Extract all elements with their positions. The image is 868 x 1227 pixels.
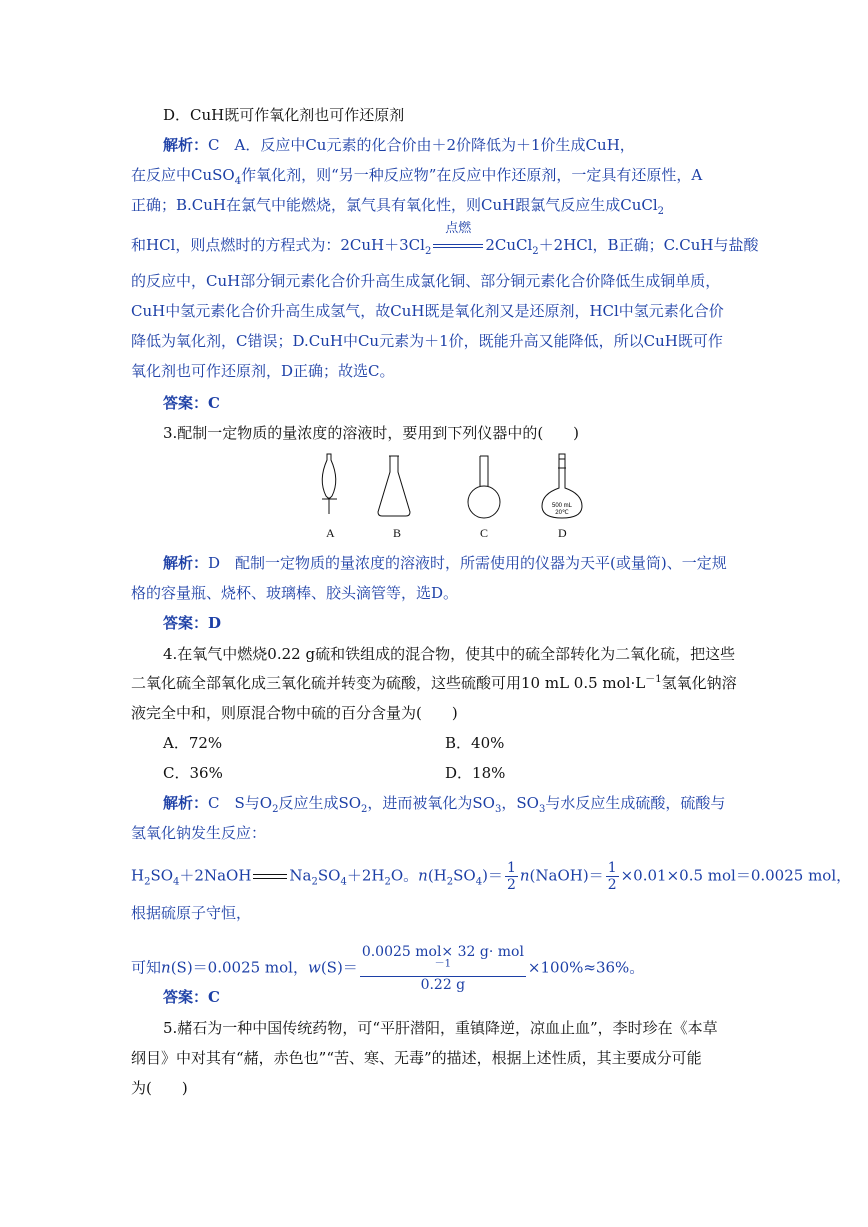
text: (S)＝: [320, 958, 358, 977]
text: SO: [317, 866, 341, 885]
q4-question-line2: [131, 672, 737, 694]
text: ，进而被氧化为SO: [367, 794, 495, 812]
q3-analysis-line1: [163, 552, 727, 574]
subscript: 2: [384, 876, 391, 888]
text: C S与O: [208, 794, 273, 812]
q2-analysis-line3: [131, 194, 664, 216]
q4-analysis-line4: 根据硫原子守恒，: [131, 904, 252, 922]
text: 0.0025 mol× 32 g· mol: [361, 944, 524, 960]
reaction-condition: 点燃: [445, 221, 472, 236]
apparatus-label-c: C: [480, 526, 489, 540]
q3-answer: 答案：D: [163, 614, 222, 632]
q4-equation-line: [131, 860, 851, 893]
q5-question-line2: 纲目》中对其有“赭，赤色也”“苦、寒、无毒”的描述，根据上述性质，其主要成分可能: [131, 1049, 702, 1067]
subscript: 4: [173, 876, 180, 888]
text: 二氧化硫全部氧化成三氧化硫并转变为硫酸，这些硫酸可用10 mL 0.5 mol·L: [131, 674, 646, 692]
flask-volume-text: 500 mL: [551, 503, 573, 509]
subscript: 4: [340, 876, 347, 888]
fraction-half: [505, 860, 518, 893]
text: 2CuCl: [485, 236, 533, 254]
text: ＋2NaOH: [179, 866, 252, 885]
q2-analysis-line2: [131, 164, 702, 186]
q3-question: 3.配制一定物质的量浓度的溶液时，要用到下列仪器中的( ): [163, 424, 580, 442]
subscript: 4: [475, 876, 483, 888]
text: 作氧化剂，则“另一种反应物”在反应中作还原剂，一定具有还原性，A: [241, 166, 703, 184]
text: O。: [390, 866, 419, 885]
text: SO: [453, 866, 476, 885]
analysis-label: 解析：: [163, 136, 209, 154]
subscript: 2: [272, 804, 279, 815]
q4-option-a: A．72%: [163, 734, 223, 752]
text: SO: [150, 866, 174, 885]
numerator: 1: [607, 860, 617, 876]
q4-option-b: B．40%: [445, 734, 505, 752]
subscript: 2: [657, 206, 665, 217]
separatory-funnel-icon: [322, 454, 337, 514]
subscript: 4: [234, 176, 242, 187]
italic-n: n: [519, 866, 530, 885]
text: (H: [427, 866, 447, 885]
q2-analysis-line4: [131, 221, 759, 257]
italic-w: w: [307, 958, 321, 977]
text: (NaOH)＝: [529, 866, 604, 885]
text: )＝: [482, 866, 503, 885]
round-bottom-flask-icon: [468, 456, 500, 518]
text: 正确；B.CuH在氯气中能燃烧，氯气具有氧化性，则CuH跟氯气反应生成CuCl: [131, 196, 658, 214]
fraction-mass: [360, 944, 526, 993]
q4-analysis-line2: 氢氧化钠发生反应：: [131, 824, 267, 842]
subscript: 2: [446, 876, 454, 888]
conical-flask-icon: [378, 456, 410, 516]
subscript: 3: [494, 804, 502, 815]
flask-temp-text: 20℃: [555, 510, 569, 516]
apparatus-label-d: D: [558, 526, 567, 540]
text: ＋2HCl，B正确；C.CuH与盐酸: [538, 236, 759, 254]
text: 与水反应生成硫酸，硫酸与: [545, 794, 726, 812]
analysis-label: 解析：: [163, 554, 209, 572]
text: 在反应中CuSO: [131, 166, 235, 184]
q2-analysis-line6: CuH中氢元素化合价升高生成氢气，故CuH既是氧化剂又是还原剂，HCl中氢元素化合价: [131, 302, 724, 320]
q2-analysis-line5: 的反应中，CuH部分铜元素化合价升高生成氯化铜、部分铜元素化合价降低生成铜单质，: [131, 272, 721, 290]
q2-answer: 答案：C: [163, 394, 220, 412]
subscript: 2: [361, 804, 368, 815]
option-d-text: D．CuH既可作氧化剂也可作还原剂: [163, 106, 405, 124]
italic-n: n: [418, 866, 428, 885]
q2-analysis-line7: 降低为氧化剂，C错误；D.CuH中Cu元素为＋1价，既能升高又能降低，所以CuH既可作: [131, 332, 723, 350]
subscript: 2: [144, 876, 151, 888]
analysis-text: D 配制一定物质的量浓度的溶液时，所需使用的仪器为天平(或量筒)、一定规: [208, 554, 727, 572]
text: ×100%≈36%。: [527, 958, 645, 977]
q4-answer: 答案：C: [163, 988, 220, 1006]
q4-question-line3: 液完全中和，则原混合物中硫的百分含量为( ): [131, 704, 458, 722]
text: 氢氧化钠溶: [661, 674, 737, 692]
q5-question-line3: 为( ): [131, 1079, 188, 1097]
q2-analysis-line1: [163, 134, 635, 156]
numerator: [360, 944, 526, 977]
text: 可知: [131, 958, 162, 977]
apparatus-label-b: B: [393, 526, 402, 540]
text: ，SO: [501, 794, 539, 812]
analysis-label: 解析：: [163, 794, 209, 812]
text: 反应生成SO: [278, 794, 362, 812]
equals-sign: [253, 874, 287, 879]
denominator: 0.22 g: [420, 977, 466, 993]
apparatus-illustrations: [310, 452, 590, 522]
italic-n: n: [161, 958, 171, 977]
text: ＋2H: [346, 866, 385, 885]
analysis-text: C A．反应中Cu元素的化合价由＋2价降低为＋1价生成CuH，: [208, 136, 635, 154]
text: (S)＝0.0025 mol，: [170, 958, 308, 977]
numerator: 1: [506, 860, 516, 876]
q4-option-c: C．36%: [163, 764, 223, 782]
text: ×0.01×0.5 mol＝0.0025 mol，: [620, 866, 852, 885]
fraction-half: [606, 860, 619, 893]
subscript: 3: [538, 804, 546, 815]
superscript: －1: [645, 674, 662, 685]
subscript: 2: [424, 246, 432, 257]
subscript: 2: [311, 876, 318, 888]
q4-question-line1: 4.在氧气中燃烧0.22 g硫和铁组成的混合物，使其中的硫全部转化为二氧化硫，把这些: [163, 645, 736, 663]
text: H: [131, 866, 145, 885]
reaction-arrow: [431, 221, 485, 256]
q3-analysis-line2: 格的容量瓶、烧杯、玻璃棒、胶头滴管等，选D。: [131, 584, 459, 602]
q2-analysis-line8: 氧化剂也可作还原剂，D正确；故选C。: [131, 362, 395, 380]
text: Na: [289, 866, 312, 885]
denominator: 2: [506, 877, 516, 893]
q4-option-d: D．18%: [445, 764, 506, 782]
apparatus-label-a: A: [326, 526, 335, 540]
denominator: 2: [607, 877, 617, 893]
superscript: －1: [434, 958, 452, 970]
text: 和HCl，则点燃时的方程式为：2CuH＋3Cl: [131, 236, 425, 254]
subscript: 2: [532, 246, 539, 257]
q5-question-line1: 5.赭石为一种中国传统药物，可“平肝潜阳，重镇降逆，凉血止血”，李时珍在《本草: [163, 1019, 718, 1037]
q4-analysis-line1: [163, 792, 725, 814]
